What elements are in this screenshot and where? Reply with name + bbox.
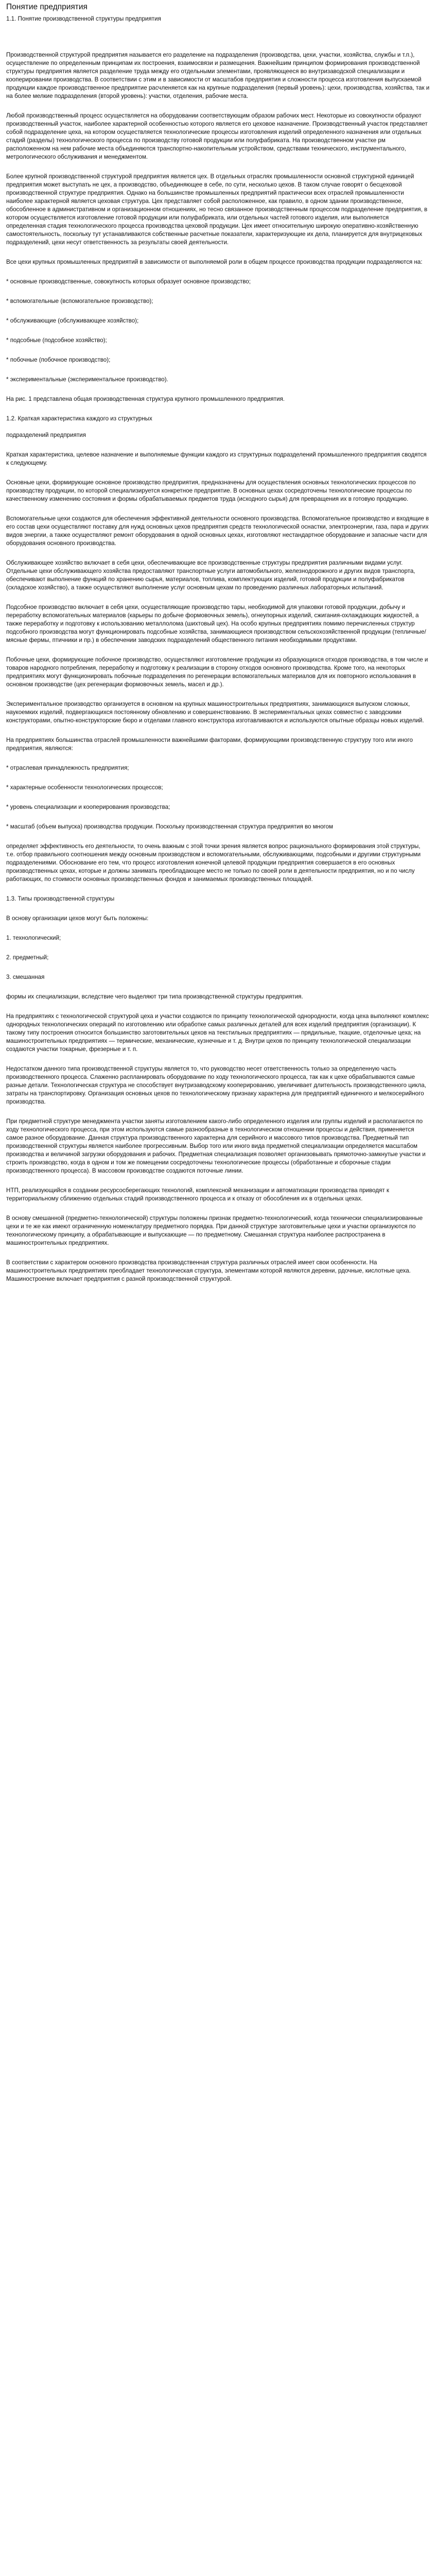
- paragraph: * основные производственные, совокупность которых образует основное производство;: [6, 278, 251, 285]
- paragraph: Подсобное производство включает в себя цехи, осуществляющие производство тары, необходимой для упаковки готовой продукции, добычу и переработку вспомогательных материалов (карьеры по добыче формовочных земель), огнеупорных изделий, сжигания-охлаждающих жидкостей, а также переработку и подготовку к использованию металлолома (шихтовый цех). На особо крупных предприятиях помимо перечисленных структур подсобного производства могут функционировать подсобные хозяйства, занимающиеся производством сельскохозяйственной продукции (тепличные/мясные фермы, птичники и пр.) в обеспечении заводских подразделений общественного питания необходимыми продуктами.: [6, 604, 426, 643]
- paragraph: 3. смешанная: [6, 974, 45, 980]
- paragraph: * характерные особенности технологических процессов;: [6, 784, 163, 791]
- paragraph: Краткая характеристика, целевое назначение и выполняемые функции каждого из структурных подразделений промышленного предприятия сводятся к следующему.: [6, 451, 428, 466]
- paragraph: Побочные цехи, формирующие побочное производство, осуществляют изготовление продукции из образующихся отходов производства, в том числе и товаров народного потребления, переработку и подготовку к реализации в сторону отходов основного производства. Кроме того, на некоторых предприятиях могут функционировать побочные подразделения по регенерации вспомогательных материалов для их повторного использования в основном производстве (цех регенерации формовочных земель, масел и др.).: [6, 656, 430, 688]
- paragraph: В основу организации цехов могут быть положены:: [6, 915, 149, 922]
- paragraph: Основные цехи, формирующие основное производство предприятия, предназначены для осуществления основных технологических процессов по производству продукции, по которой специализируется конкретное предприятие. В основных цехах сосредоточены технологические процессы по качественному изменению состояния и формы обрабатываемых предметов труда (исходного сырья) для превращения их в готовую продукцию.: [6, 479, 417, 502]
- document-body: [6, 51, 430, 1283]
- paragraph: Более крупной производственной структурой предприятия является цех. В отдельных отраслях промышленности основной структурной единицей предприятия может выступать не цех, а производство, объединяющее в себе, по сути, несколько цехов. В таком случае говорят о бесцеховой производственной структуре предприятия. Однако на большинстве промышленных предприятий практически всех отраслей промышленности наиболее характерной является цеховая структура. Цех представляет собой расположенное, как правило, в одном здании производственное, обособленное в административном и организационном отношениях, но тесно связанное производственным процессом подразделение предприятия, в котором осуществляется изготовление готовой продукции или полуфабриката, или отдельных частей готового изделия, или выполняется определенная стадия технологического процесса производства цеховой продукции. Цех имеет относительную широкую оперативно-хозяйственную самостоятельность, поскольку тут устанавливаются собственные расчетные показатели, характеризующие их дела, планируется для внутрицеховых подразделений, цехи несут ответственность за результаты своей деятельности.: [6, 173, 429, 246]
- document-title: Понятие предприятия: [6, 3, 88, 11]
- paragraph: * побочные (побочное производство);: [6, 357, 111, 363]
- paragraph: Обслуживающее хозяйство включает в себя цехи, обеспечивающие все производственные структуры предприятия различными видами услуг. Отдельные цехи обслуживающего хозяйства предоставляют транспортные услуги автомобильного, железнодорожного и других видов транспорта, обеспечивают выполнение функций по хранению сырья, материалов, топлива, комплектующих изделий, готовой продукции и полуфабрикатов (складское хозяйство), а также осуществляют выполнение услуг основным цехам по проведению различных лабораторных испытаний.: [6, 560, 417, 591]
- paragraph: 1.2. Краткая характеристика каждого из структурных подразделений предприятия: [6, 415, 152, 438]
- paragraph: В основу смешанной (предметно-технологической) структуры положены признак предметно-технологический, когда технически специализированные цехи и те же как имеют ограниченную номенклатуру предметного порядка. При данной структуре заготовительные цехи и участки организуются по технологическому принципу, а обрабатывающие и выпускающие — по предметному. Смешанная структура наиболее распространена в машиностроительных предприятиях.: [6, 1215, 425, 1246]
- paragraph: На рис. 1 представлена общая производственная структура крупного промышленного предприятия.: [6, 396, 285, 402]
- paragraph: формы их специализации, вследствие чего выделяют три типа производственной структуры предприятия.: [6, 993, 303, 1000]
- paragraph: Любой производственный процесс осуществляется на оборудовании соответствующим образом рабочих мест. Некоторые из совокупности образуют производственный участок, наиболее характерной особенностью которого является его цеховое назначение. Производственный участок представляет собой подразделение цеха, на котором осуществляется технологические процессы изготовления изделий определенного назначения или отдельных стадий (разделы) технологического процесса по производству готовой продукции или полуфабриката. На производственном участке рм расположенном на нем рабочие места объединяются транспортно-накопительным устройством, средствами технического, инструментального, метрологического обслуживания и менеджментом.: [6, 112, 429, 160]
- paragraph: * масштаб (объем выпуска) производства продукции. Поскольку производственная структура предприятия во многом: [6, 823, 333, 830]
- paragraph: * обслуживающие (обслуживающее хозяйство);: [6, 317, 139, 324]
- paragraph: НТП, реализующийся в создании ресурсосберегающих технологий, комплексной механизации и автоматизации производства приводят к территориальному сближению отдельных стадий производственного процесса и к отказу от обособления их в отдельных цехах.: [6, 1187, 391, 1202]
- paragraph: определяет эффективность его деятельности, то очень важным с этой точки зрения является вопрос рационального формирования этой структуры, т.е. отбор правильного соотношения между основным производством и вспомогательными, обслуживающими, подсобными и другими структурными подразделениями. Обоснование его тем, что процесс изготовления конечной целевой продукции предприятия совершается в его основных производственных цехах, которые и должны занимать преобладающее место не только по своей роли в деятельности предприятия, но и по числу работающих, по стоимости основных производственных фондов и занимаемых производственных площадей.: [6, 843, 423, 883]
- paragraph: 1.3. Типы производственной структуры: [6, 895, 115, 902]
- paragraph: На предприятиях с технологической структурой цеха и участки создаются по принципу технологической однородности, когда цеха выполняют комплекс однородных технологических операций по изготовлению или обработке самых различных деталей для всех изделий предприятия (организации). К такому типу построения относится большинство заготовительных цехов на текстильных предприятиях — прядильные, ткацкие, отделочные цеха; на машиностроительных предприятиях — термические, механические, кузнечные и т. д. Внутри цехов по принципу технологической специализации создаются участки токарные, фрезерные и т. п.: [6, 1013, 431, 1053]
- paragraph: На предприятиях большинства отраслей промышленности важнейшими факторами, формирующими производственную структуру того или иного предприятия, являются:: [6, 737, 415, 752]
- document-page: [0, 0, 436, 1283]
- paragraph: * отраслевая принадлежность предприятия;: [6, 765, 129, 771]
- paragraph: * подсобные (подсобное хозяйство);: [6, 337, 107, 344]
- paragraph: 1. технологический;: [6, 935, 61, 941]
- paragraph: Все цехи крупных промышленных предприятий в зависимости от выполняемой роли в общем процессе производства продукции подразделяются на:: [6, 259, 423, 265]
- paragraph: Недостатком данного типа производственной структуры является то, что руководство несет ответственность только за определенную часть производственного процесса. Слаженно распланировать оборудование по ходу технологического процесса, так как к цехе обрабатываются самые разные детали. Технологическая структура не способствует внутризаводскому кооперированию, увеличивает длительность производственного цикла, затраты на транспортировку. Организация основных цехов по технологическому признаку характерна для предприятий единичного и мелкосерийного производства.: [6, 1065, 428, 1105]
- paragraph: * экспериментальные (экспериментальное производство).: [6, 376, 168, 383]
- paragraph: Экспериментальное производство организуется в основном на крупных машиностроительных предприятиях, занимающихся выпуском сложных, наукоемких изделий, подвергающихся постоянному обновлению и совершенствованию. В экспериментальных цехах совместно с заводскими конструкторами, опытно-конструкторские бюро и отделами главного конструктора изготавливаются и используются опытные образцы новых изделий.: [6, 701, 424, 724]
- paragraph: При предметной структуре менеджмента участки заняты изготовлением какого-либо определенного изделия или группы изделий и располагаются по ходу технологического процесса, при этом используются самые разнообразные в технологическом отношении процессы и действия, применяется самое разное оборудование. Данная структура производственного характерна для серийного и массового типов производства. Предметный тип производственной структуры является наиболее прогрессивным. Выбор того или иного вида предметной специализации определяется масштабом производства и величиной загрузки оборудования и рабочих. Предметная специализация позволяет организовывать прямоточно-замкнутые участки и строить производство, когда в одном и том же помещении сосредоточены технологические процессы (обработанные и сборочные стадии производственного процесса). В массовом производстве создаются поточные линии.: [6, 1118, 427, 1174]
- paragraph: В соответствии с характером основного производства производственная структура различных отраслей имеет свои особенности. На машиностроительных предприятиях преобладает технологическая структура, элементами которой являются деревни, рдочные, кислотные цеха. Машиностроение включает предприятия с разной производственной структурой.: [6, 1259, 413, 1282]
- paragraph: 2. предметный;: [6, 954, 49, 961]
- paragraph: Вспомогательные цехи создаются для обеспечения эффективной деятельности основного производства. Вспомогательное производство и входящие в его состав цехи осуществляют поставку для нужд основных цехов предприятия средств технологической оснастки, электроэнергии, газа, пара и других видов энергии, а также осуществляют ремонт оборудования в одной основных цехах, изготовляют нестандартное оборудование и запасные части для оборудования основного производства.: [6, 515, 431, 547]
- section-heading: 1.1. Понятие производственной структуры предприятия: [6, 15, 161, 22]
- paragraph: Производственной структурой предприятия называется его разделение на подразделения (производства, цехи, участки, хозяйства, службы и т.п.), осуществление по определенным принципам их построения, взаимосвязи и размещения. Важнейшим принципом формирования производственной структуры предприятия является разделение труда между его отдельными элементами, проявляющееся во внутризаводской специализации и кооперировании производства. В соответствии с этим и в зависимости от масштабов предприятия и сложности процесса изготовления выпускаемой продукции каждое производственное предприятие расчленяется как на крупные подразделения (первый уровень): цехи, производства, хозяйства, так и на более мелкие подразделения (второй уровень): участки, отделения, рабочие места.: [6, 52, 431, 99]
- paragraph: * уровень специализации и кооперирования производства;: [6, 804, 170, 810]
- paragraph: * вспомогательные (вспомогательное производство);: [6, 298, 153, 304]
